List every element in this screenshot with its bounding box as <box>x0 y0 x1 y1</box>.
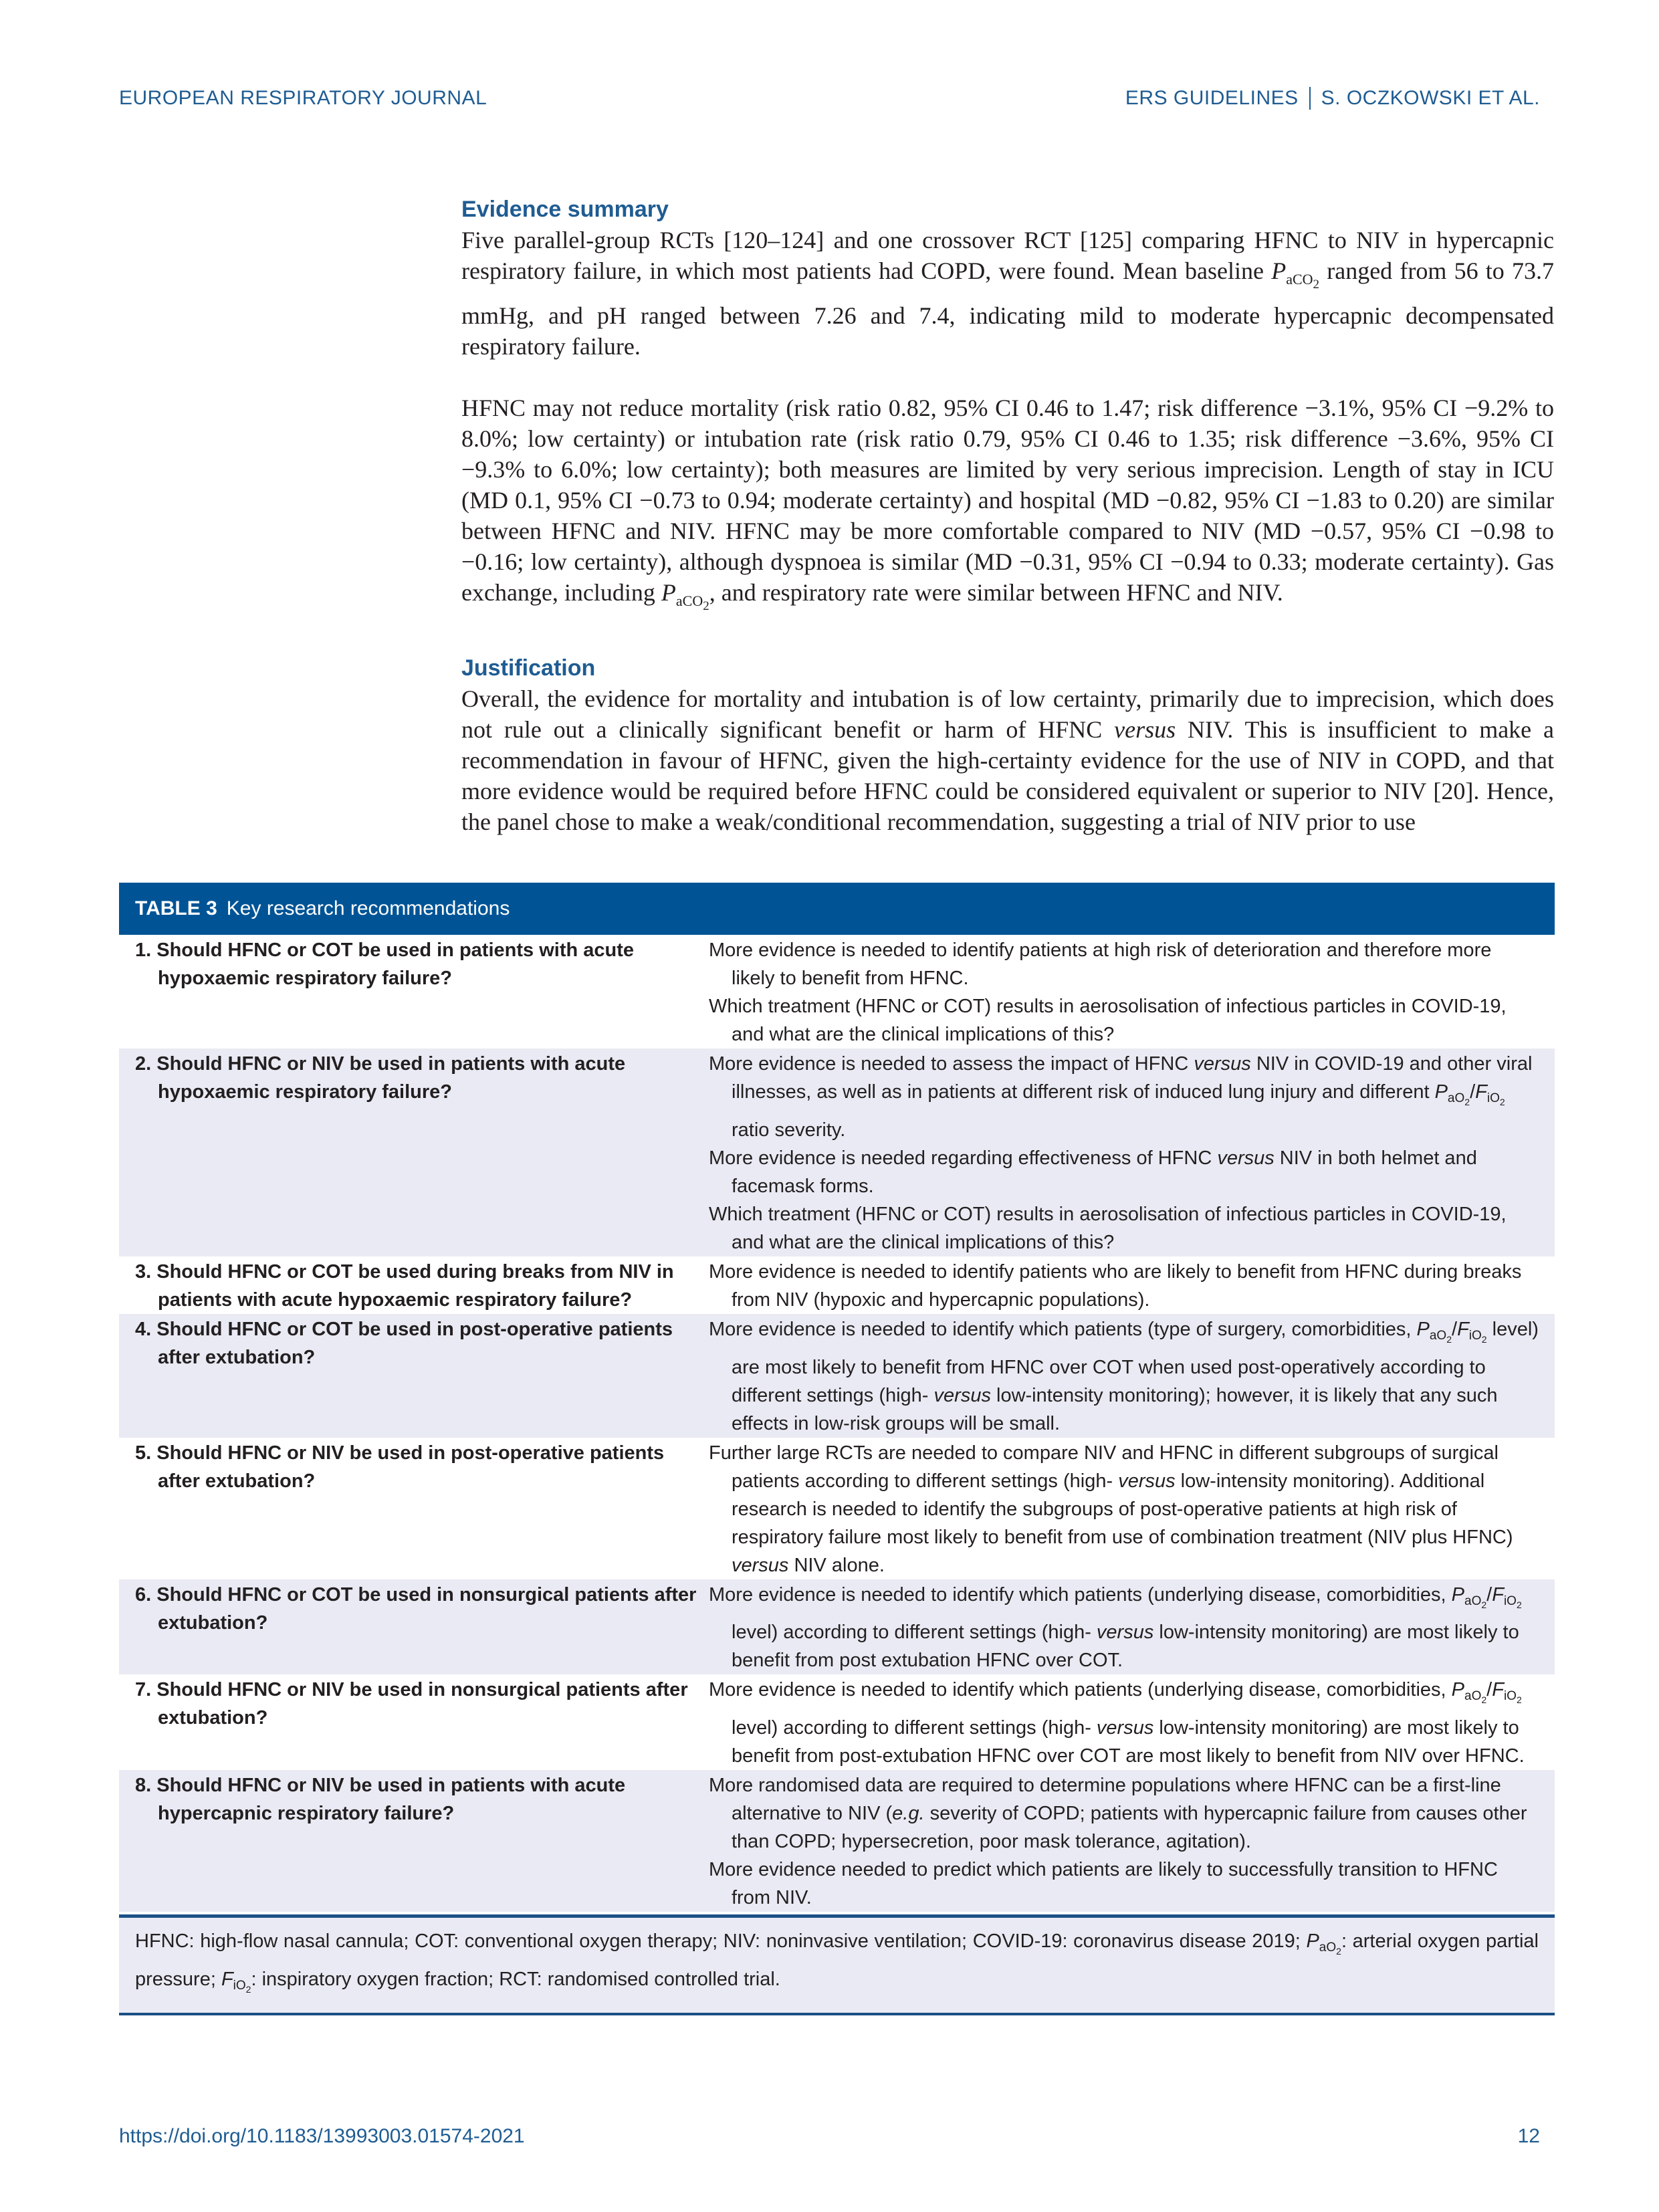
research-question <box>119 1315 709 1438</box>
table-title: Key research recommendations <box>226 897 510 919</box>
doi-link[interactable]: https://doi.org/10.1183/13993003.01574-2021 <box>119 2125 525 2147</box>
research-question-text: 1. Should HFNC or COT be used in patients with acute hypoxaemic respiratory failure? <box>135 939 634 989</box>
table-body <box>119 935 1555 1912</box>
evidence-summary-heading: Evidence summary <box>461 197 669 222</box>
evidence-summary-paragraph-2 <box>461 393 1554 622</box>
recommendation-item: Which treatment (HFNC or COT) results in aerosolisation of infectious particles in COVID-19, and what are the clinical implications of this? <box>709 1203 1507 1253</box>
table-row <box>119 1438 1555 1579</box>
running-head-journal: EUROPEAN RESPIRATORY JOURNAL <box>119 87 487 109</box>
table-row <box>119 1770 1555 1912</box>
pco2-sub-2: 2 <box>703 599 709 613</box>
research-recommendation <box>709 1050 1555 1256</box>
running-head-divider <box>1309 87 1311 110</box>
justification-paragraph <box>461 683 1554 837</box>
research-question <box>119 1050 709 1256</box>
recommendation-item: More evidence needed to predict which patients are likely to successfully transition to HFNC from NIV. <box>709 1859 1498 1909</box>
research-recommendation <box>709 936 1555 1048</box>
research-question <box>119 1676 709 1770</box>
table-row <box>119 1048 1555 1256</box>
pco2-sub-2: 2 <box>1313 278 1320 292</box>
recommendation-item: More evidence is needed to assess the impact of HFNC versus NIV in COVID-19 and other viral illnesses, as well as in patients at different risk of induced lung injury and different $P_{aO_2}/F_{iO_2}$ ratio severity. <box>709 1053 1533 1141</box>
research-question <box>119 936 709 1048</box>
research-recommendations-table <box>119 883 1555 2015</box>
research-question-text: 6. Should HFNC or COT be used in nonsurgical patients after extubation? <box>135 1583 697 1634</box>
research-question <box>119 1581 709 1675</box>
justification-versus: versus <box>1114 716 1176 743</box>
research-question <box>119 1771 709 1912</box>
research-recommendation <box>709 1315 1555 1438</box>
recommendation-item: More randomised data are required to determine populations where HFNC can be a first-line alternative to NIV (e.g. severity of COPD; patients with hypercapnic failure from causes other than COPD; hypersecretion, poor mask tolerance, agitation). <box>709 1775 1527 1853</box>
pco2-sub-text: aCO <box>675 592 703 609</box>
justification-text-a: Overall, the evidence for mortality and intubation is of low certainty, primarily due to imprecision, which does not rule out a clinically significant benefit or harm of HFNC <box>461 685 1554 743</box>
research-question <box>119 1258 709 1314</box>
recommendation-item: More evidence is needed to identify patients at high risk of deterioration and therefore more likely to benefit from HFNC. <box>709 939 1492 989</box>
research-recommendation <box>709 1258 1555 1314</box>
justification-text-b: NIV. This is insufficient to make a recommendation in favour of HFNC, given the high-certainty evidence for the use of NIV in COPD, and that more evidence would be required before HFNC could be considered equivalent or superior to NIV [20]. Hence, the panel chose to make a weak/conditional recommendation, suggesting a trial of NIV prior to use <box>461 716 1554 835</box>
research-question-text: 5. Should HFNC or NIV be used in post-operative patients after extubation? <box>135 1442 665 1492</box>
research-recommendation <box>709 1581 1555 1675</box>
para2-text-b: , and respiratory rate were similar between HFNC and NIV. <box>709 579 1283 606</box>
recommendation-item: Which treatment (HFNC or COT) results in aerosolisation of infectious particles in COVID-19, and what are the clinical implications of this? <box>709 996 1507 1045</box>
table-footnote: HFNC: high-flow nasal cannula; COT: conventional oxygen therapy; NIV: noninvasive ventilation; COVID-19: coronavirus disease 2019; $P_{aO_2}$: arterial oxygen partial pressure; $F_{iO_2}$: inspiratory oxygen fraction; RCT: randomised controlled trial. <box>119 1918 1555 2013</box>
recommendation-item: More evidence is needed to identify which patients (type of surgery, comorbidities, $P_{aO_2}/F_{iO_2}$ level) are most likely to benefit from HFNC over COT when used post-operatively according to different settings (high- versus low-intensity monitoring); however, it is likely that any such effects in low-risk groups will be small. <box>709 1318 1539 1434</box>
table-row <box>119 1256 1555 1314</box>
research-question-text: 2. Should HFNC or NIV be used in patients with acute hypoxaemic respiratory failure? <box>135 1053 626 1103</box>
recommendation-item: Further large RCTs are needed to compare NIV and HFNC in different subgroups of surgical patients according to different settings (high- versus low-intensity monitoring). Additional research is needed to identify the subgroups of post-operative patients at high risk of respiratory failure most likely to benefit from use of combination treatment (NIV plus HFNC) versus NIV alone. <box>709 1442 1513 1576</box>
running-head-right <box>1125 87 1540 110</box>
pco2-symbol: P <box>661 579 676 606</box>
evidence-summary-section <box>461 194 1554 837</box>
running-head-section: ERS GUIDELINES <box>1125 87 1299 109</box>
justification-heading: Justification <box>461 655 596 681</box>
research-recommendation <box>709 1676 1555 1770</box>
research-question-text: 4. Should HFNC or COT be used in post-operative patients after extubation? <box>135 1318 673 1368</box>
para2-text-a: HFNC may not reduce mortality (risk ratio 0.82, 95% CI 0.46 to 1.47; risk difference −3.1%, 95% CI −9.2% to 8.0%; low certainty) or intubation rate (risk ratio 0.79, 95% CI 0.46 to 1.35; risk difference −3.6%, 95% CI −9.3% to 6.0%; low certainty); both measures are limited by very serious imprecision. Length of stay in ICU (MD 0.1, 95% CI −0.73 to 0.94; moderate certainty) and hospital (MD −0.82, 95% CI −1.83 to 0.20) are similar between HFNC and NIV. HFNC may be more comfortable compared to NIV (MD −0.57, 95% CI −0.98 to −0.16; low certainty), although dyspnoea is similar (MD −0.31, 95% CI −0.94 to 0.33; moderate certainty). Gas exchange, including <box>461 395 1554 606</box>
research-recommendation <box>709 1439 1555 1579</box>
table-row <box>119 1314 1555 1438</box>
research-question <box>119 1439 709 1579</box>
pco2-symbol: P <box>1271 257 1287 284</box>
recommendation-item: More evidence is needed to identify patients who are likely to benefit from HFNC during breaks from NIV (hypoxic and hypercapnic populations). <box>709 1260 1522 1311</box>
evidence-summary-paragraph-1 <box>461 225 1554 362</box>
running-head-authors: S. OCZKOWSKI ET AL. <box>1321 87 1540 109</box>
recommendation-item: More evidence is needed to identify which patients (underlying disease, comorbidities, $P_{aO_2}/F_{iO_2}$ level) according to different settings (high- versus low-intensity monitoring) are most likely to benefit from post-extubation HFNC over COT are most likely to benefit from NIV over HFNC. <box>709 1679 1525 1767</box>
footnote-bottom-rule <box>119 2013 1555 2015</box>
research-recommendation <box>709 1771 1555 1912</box>
pco2-sub-text: aCO <box>1286 271 1313 288</box>
table-caption <box>119 883 1555 935</box>
table-row <box>119 1579 1555 1675</box>
recommendation-item: More evidence is needed to identify which patients (underlying disease, comorbidities, $P_{aO_2}/F_{iO_2}$ level) according to different settings (high- versus low-intensity monitoring) are most likely to benefit from post extubation HFNC over COT. <box>709 1583 1522 1672</box>
recommendation-item: More evidence is needed regarding effectiveness of HFNC versus NIV in both helmet and facemask forms. <box>709 1147 1477 1197</box>
table-row <box>119 1674 1555 1770</box>
para1-text-a: Five parallel-group RCTs [120–124] and one crossover RCT [125] comparing HFNC to NIV in hypercapnic respiratory failure, in which most patients had COPD, were found. Mean baseline <box>461 227 1554 284</box>
research-question-text: 7. Should HFNC or NIV be used in nonsurgical patients after extubation? <box>135 1679 688 1729</box>
page-number: 12 <box>1517 2125 1540 2147</box>
table-label: TABLE 3 <box>135 897 217 919</box>
research-question-text: 3. Should HFNC or COT be used during breaks from NIV in patients with acute hypoxaemic respiratory failure? <box>135 1260 674 1311</box>
table-row <box>119 935 1555 1048</box>
pco2-subscript <box>675 592 709 613</box>
pco2-subscript <box>1286 271 1320 292</box>
para1-text-b: ranged from 56 to 73.7 mmHg, and pH ranged between 7.26 and 7.4, indicating mild to moderate hypercapnic decompensated respiratory failure. <box>461 257 1554 360</box>
research-question-text: 8. Should HFNC or NIV be used in patients with acute hypercapnic respiratory failure? <box>135 1775 626 1825</box>
